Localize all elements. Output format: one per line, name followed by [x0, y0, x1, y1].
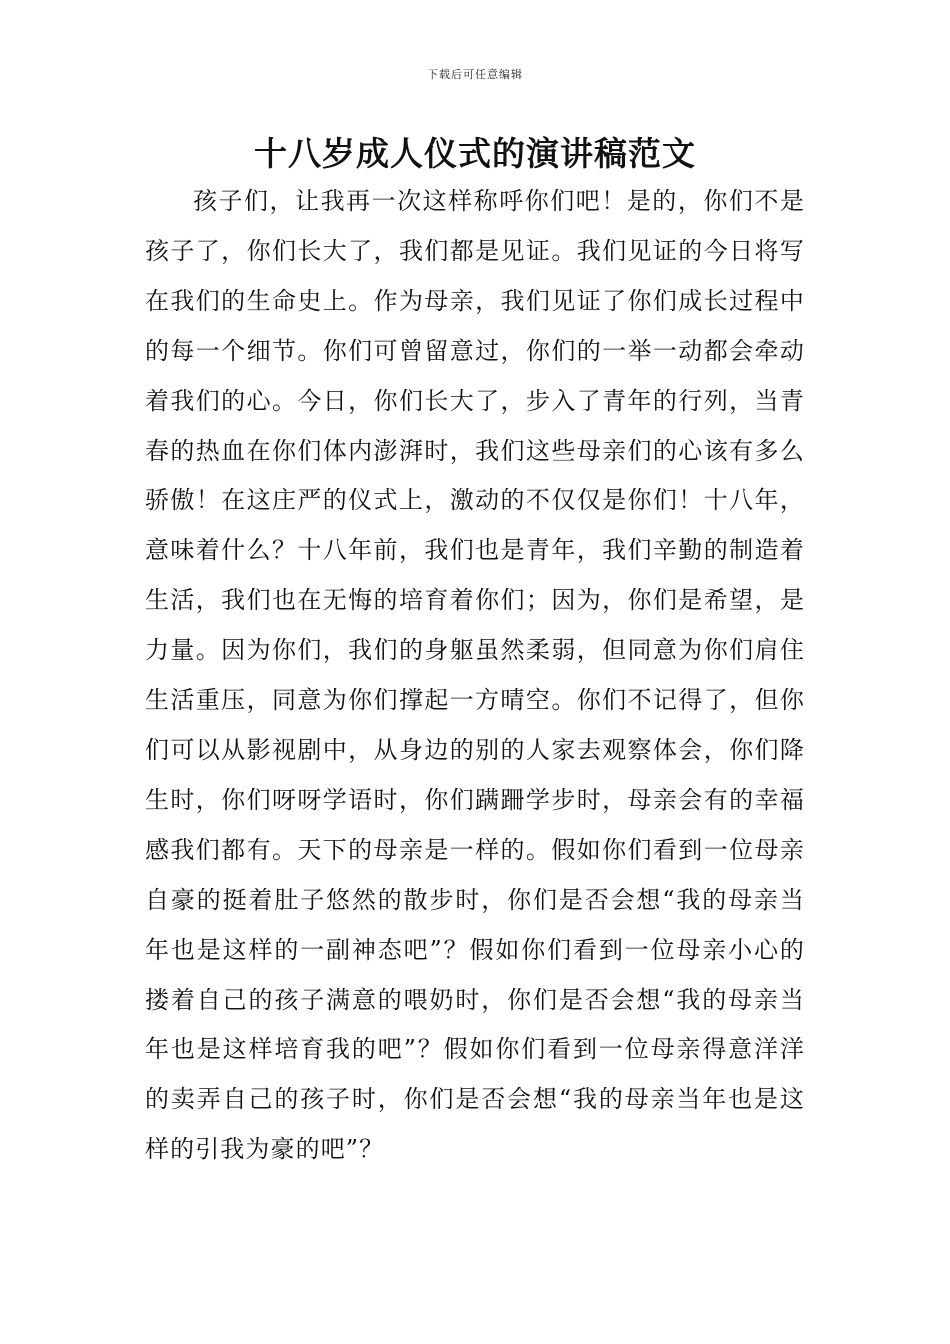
download-note: 下载后可任意编辑 [427, 68, 523, 81]
body-paragraph: 孩子们，让我再一次这样称呼你们吧！是的，你们不是孩子了，你们长大了，我们都是见证。我们见证的今日将写在我们的生命史上。作为母亲，我们见证了你们成长过程中的每一个细节。你们可曾留意过，你们的一举一动都会牵动着我们的心。今日，你们长大了，步入了青年的行列，当青春的热血在你们体内澎湃时，我们这些母亲们的心该有多么骄傲！在这庄严的仪式上，激动的不仅仅是你们！十八年，意味着什么？十八年前，我们也是青年，我们辛勤的制造着生活，我们也在无悔的培育着你们；因为，你们是希望，是力量。因为你们，我们的身躯虽然柔弱，但同意为你们肩住生活重压，同意为你们撑起一方晴空。你们不记得了，但你们可以从影视剧中，从身边的别的人家去观察体会，你们降生时，你们呀呀学语时，你们蹒跚学步时，母亲会有的幸福感我们都有。天下的母亲是一样的。假如你们看到一位母亲自豪的挺着肚子悠然的散步时，你们是否会想“我的母亲当年也是这样的一副神态吧”？假如你们看到一位母亲小心的搂着自己的孩子满意的喂奶时，你们是否会想“我的母亲当年也是这样培育我的吧”？假如你们看到一位母亲得意洋洋的卖弄自己的孩子时，你们是否会想“我的母亲当年也是这样的引我为豪的吧”？ [145, 187, 805, 1164]
page-title: 十八岁成人仪式的演讲稿范文 [254, 134, 696, 173]
